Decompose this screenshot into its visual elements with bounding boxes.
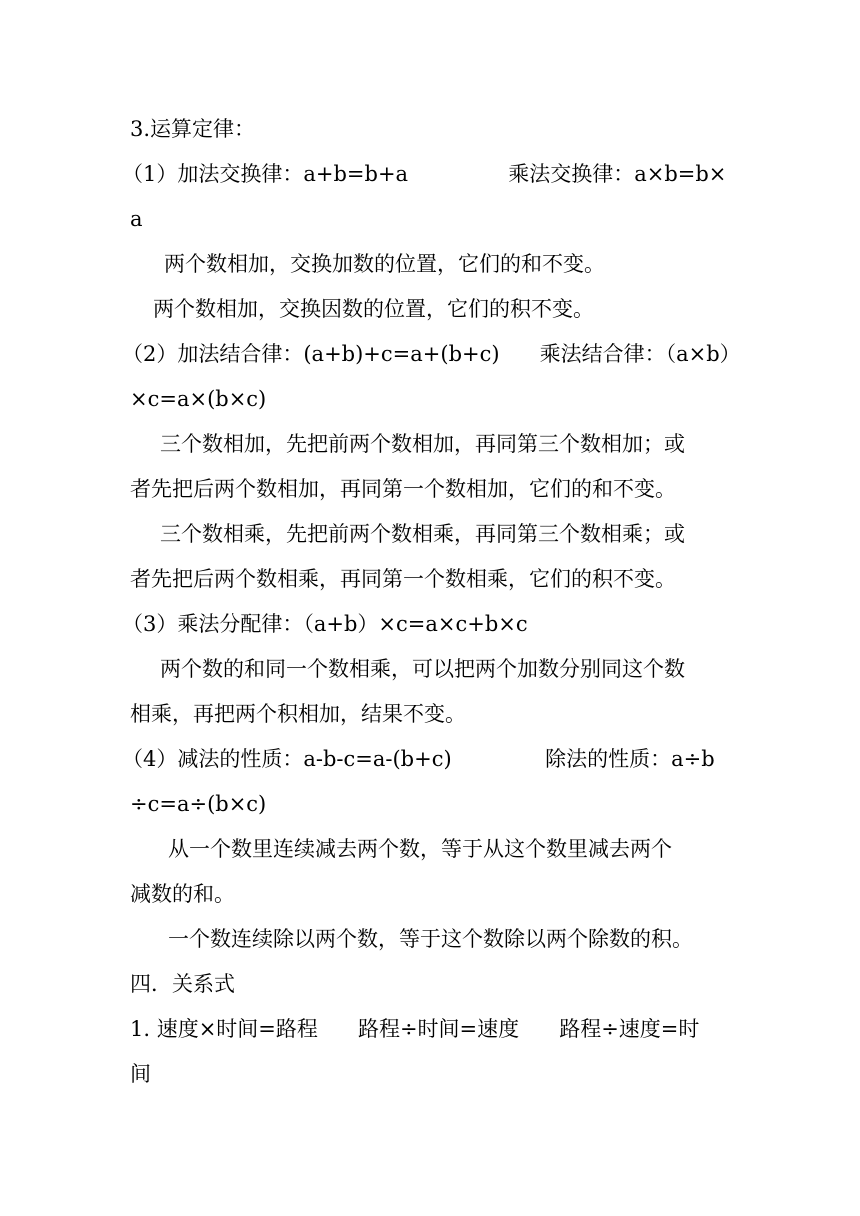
law-1-heading: （1）加法交换律：a+b=b+a 乘法交换律：a×b=b×: [122, 162, 727, 186]
law-1-multiplication-description: 两个数相加，交换因数的位置，它们的积不变。: [153, 297, 594, 321]
relationship-1-continued: 间: [130, 1062, 151, 1086]
law-4-heading-continued: ÷c=a÷(b×c): [130, 792, 267, 816]
law-1-addition-description: 两个数相加，交换加数的位置，它们的和不变。: [164, 252, 605, 276]
section-heading-operation-laws: 3.运算定律：: [130, 117, 256, 141]
law-2-addition-description-continued: 者先把后两个数相加，再同第一个数相加，它们的和不变。: [130, 477, 676, 501]
law-3-description-continued: 相乘，再把两个积相加，结果不变。: [130, 702, 466, 726]
law-2-heading-continued: ×c=a×(b×c): [130, 387, 267, 411]
law-3-heading: （3）乘法分配律：（a+b）×c=a×c+b×c: [122, 612, 528, 636]
law-2-heading: （2）加法结合律：(a+b)+c=a+(b+c) 乘法结合律：（a×b）: [122, 342, 741, 366]
law-2-multiplication-description-continued: 者先把后两个数相乘，再同第一个数相乘，它们的积不变。: [130, 567, 676, 591]
law-4-division-description: 一个数连续除以两个数，等于这个数除以两个除数的积。: [168, 927, 693, 951]
section-heading-relationships: 四．关系式: [130, 972, 235, 996]
law-4-heading: （4）减法的性质：a-b-c=a-(b+c) 除法的性质：a÷b: [122, 747, 715, 771]
law-3-description: 两个数的和同一个数相乘，可以把两个加数分别同这个数: [160, 657, 685, 681]
law-4-subtraction-description: 从一个数里连续减去两个数，等于从这个数里减去两个: [168, 837, 672, 861]
law-2-multiplication-description: 三个数相乘，先把前两个数相乘，再同第三个数相乘；或: [160, 522, 685, 546]
law-1-heading-continued: a: [130, 207, 143, 231]
law-4-subtraction-description-continued: 减数的和。: [130, 882, 235, 906]
law-2-addition-description: 三个数相加，先把前两个数相加，再同第三个数相加；或: [160, 432, 685, 456]
relationship-1: 1. 速度×时间=路程 路程÷时间=速度 路程÷速度=时: [130, 1017, 700, 1041]
